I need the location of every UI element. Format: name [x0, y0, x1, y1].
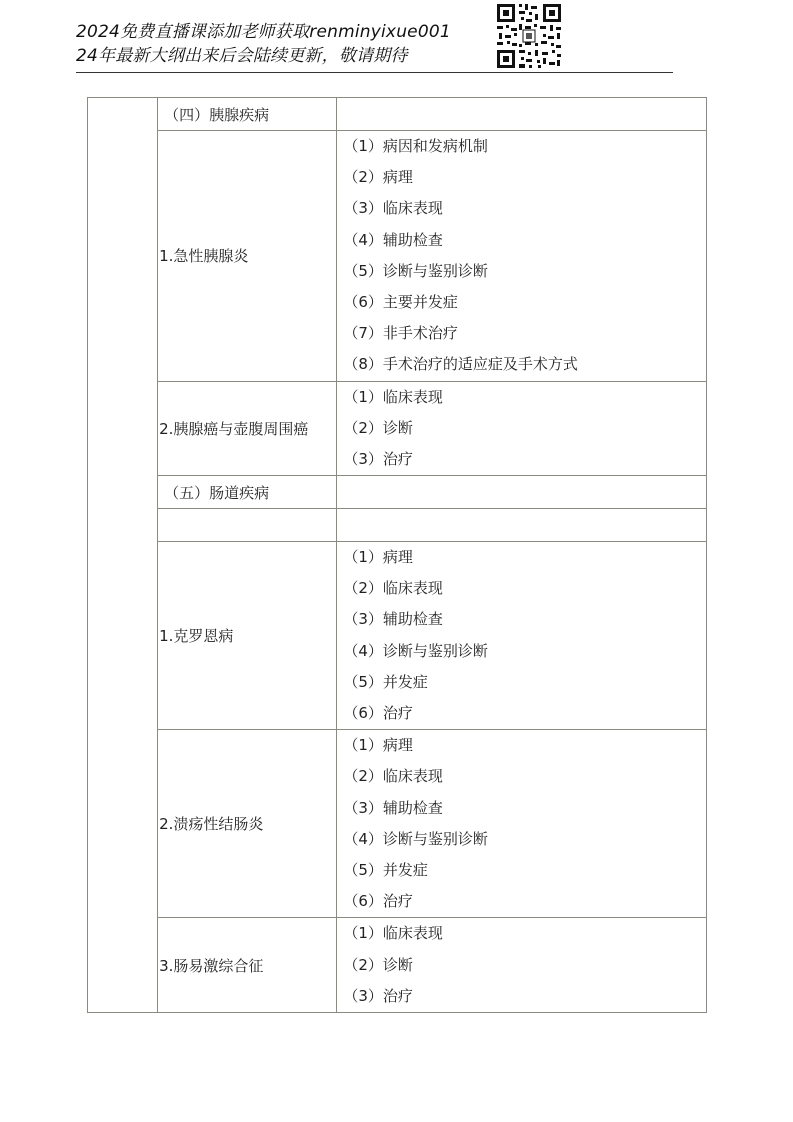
list-item: （4）诊断与鉴别诊断 [343, 641, 488, 660]
syllabus-table [87, 97, 707, 1013]
list-item: （6）主要并发症 [343, 292, 458, 311]
list-item: （2）病理 [343, 168, 413, 187]
topic-items [337, 381, 707, 476]
list-item: （5）并发症 [343, 672, 428, 691]
list-item: （2）临床表现 [343, 579, 443, 598]
list-item: （4）辅助检查 [343, 230, 443, 249]
category-cell [88, 98, 158, 1013]
list-item: （2）诊断 [343, 418, 413, 437]
topic-items [337, 918, 707, 1013]
list-item: （3）临床表现 [343, 199, 443, 218]
header-line-2: 24年最新大纲出来后会陆续更新，敬请期待 [76, 46, 408, 66]
topic-items [337, 730, 707, 918]
list-item: （8）手术治疗的适应症及手术方式 [343, 355, 578, 374]
topic-crohn: 1.克罗恩病 [158, 542, 337, 730]
table-row [88, 542, 707, 730]
empty-cell [337, 476, 707, 509]
qr-code-icon [495, 2, 563, 70]
table-row [88, 730, 707, 918]
empty-cell [337, 98, 707, 131]
list-item: （1）临床表现 [343, 387, 443, 406]
page-header [76, 20, 496, 68]
list-item: （5）诊断与鉴别诊断 [343, 261, 488, 280]
table-row [88, 918, 707, 1013]
table-row [88, 98, 707, 131]
list-item: （5）并发症 [343, 860, 428, 879]
list-item: （1）临床表现 [343, 924, 443, 943]
header-divider [76, 72, 673, 73]
topic-ulcerative-colitis: 2.溃疡性结肠炎 [158, 730, 337, 918]
topic-acute-pancreatitis: 1.急性胰腺炎 [158, 131, 337, 382]
list-item: （2）诊断 [343, 955, 413, 974]
empty-cell [337, 509, 707, 542]
table-row [88, 381, 707, 476]
table-row [88, 476, 707, 509]
list-item: （6）治疗 [343, 892, 413, 911]
empty-cell [158, 509, 337, 542]
list-item: （3）辅助检查 [343, 610, 443, 629]
list-item: （3）辅助检查 [343, 798, 443, 817]
header-line-1: 2024免费直播课添加老师获取renminyixue001 [76, 22, 451, 42]
table-row [88, 509, 707, 542]
topic-pancreatic-cancer: 2.胰腺癌与壶腹周围癌 [158, 381, 337, 476]
list-item: （2）临床表现 [343, 767, 443, 786]
list-item: （1）病因和发病机制 [343, 137, 488, 155]
list-item: （7）非手术治疗 [343, 324, 458, 343]
topic-ibs: 3.肠易激综合征 [158, 918, 337, 1013]
table-row [88, 131, 707, 382]
topic-items [337, 542, 707, 730]
section-heading-pancreas: （四）胰腺疾病 [158, 98, 337, 131]
list-item: （4）诊断与鉴别诊断 [343, 829, 488, 848]
list-item: （6）治疗 [343, 704, 413, 722]
list-item: （1）病理 [343, 736, 413, 755]
list-item: （1）病理 [343, 548, 413, 567]
list-item: （3）治疗 [343, 986, 413, 1005]
topic-items [337, 131, 707, 382]
list-item: （3）治疗 [343, 449, 413, 468]
section-heading-intestine: （五）肠道疾病 [158, 476, 337, 509]
